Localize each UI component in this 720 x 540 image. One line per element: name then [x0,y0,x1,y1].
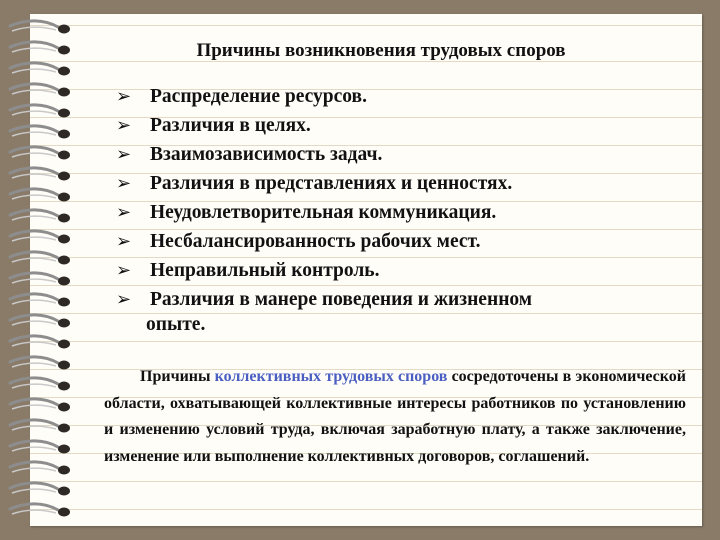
spiral-ring-icon [6,102,76,122]
list-item [116,111,696,140]
spiral-ring-icon [6,60,76,80]
spiral-ring-icon [6,438,76,458]
list-item-text: Несбалансированность рабочих мест. [150,231,481,252]
list-item [116,227,696,256]
spiral-ring-icon [6,354,76,374]
arrow-bullet-icon: ➢ [116,86,132,107]
spiral-ring-icon [6,480,76,500]
arrow-bullet-icon: ➢ [116,289,132,310]
spiral-ring-icon [6,123,76,143]
spiral-ring-icon [6,312,76,332]
list-item-text: Различия в манере поведения и жизненном [150,289,533,310]
spiral-ring-icon [6,375,76,395]
arrow-bullet-icon: ➢ [116,173,132,194]
causes-list [116,82,696,335]
spiral-ring-icon [6,18,76,38]
collective-disputes-paragraph [104,364,686,470]
spiral-ring-icon [6,396,76,416]
arrow-bullet-icon: ➢ [116,202,132,223]
spiral-ring-icon [6,333,76,353]
spiral-ring-icon [6,249,76,269]
page-title: Причины возникновения трудовых споров [196,40,566,61]
spiral-ring-icon [6,39,76,59]
list-item-text: Различия в представлениях и ценностях. [150,173,513,194]
list-item [116,285,696,314]
list-item-continuation: опыте. [146,314,206,335]
list-item [116,82,696,111]
list-item [116,198,696,227]
list-item-text: Взаимозависимость задач. [150,144,383,165]
list-item-text: Неудовлетворительная коммуникация. [150,202,497,223]
spiral-ring-icon [6,165,76,185]
spiral-ring-icon [6,186,76,206]
spiral-ring-icon [6,228,76,248]
list-item [116,256,696,285]
paragraph-lead: Причины [140,368,215,385]
paragraph-highlight: коллективных трудовых споров [214,368,448,385]
arrow-bullet-icon: ➢ [116,231,132,252]
arrow-bullet-icon: ➢ [116,260,132,281]
list-item [116,169,696,198]
spiral-ring-icon [6,207,76,227]
list-item-text: Распределение ресурсов. [150,86,367,107]
spiral-ring-icon [6,270,76,290]
spiral-binding [0,18,78,524]
spiral-ring-icon [6,291,76,311]
list-item [116,140,696,169]
spiral-ring-icon [6,459,76,479]
list-item-text: Неправильный контроль. [150,260,380,281]
arrow-bullet-icon: ➢ [116,115,132,136]
spiral-ring-icon [6,144,76,164]
list-item-text: Различия в целях. [150,115,311,136]
spiral-ring-icon [6,501,76,521]
arrow-bullet-icon: ➢ [116,144,132,165]
paragraph-body: сосредоточены в экономической области, охватывающей коллективные интересы работников по установлению и изменению условий труда, включая заработную плату, а также заключение, изменение или выполнение коллективных договоров, соглашений. [104,368,687,465]
spiral-ring-icon [6,81,76,101]
spiral-ring-icon [6,417,76,437]
